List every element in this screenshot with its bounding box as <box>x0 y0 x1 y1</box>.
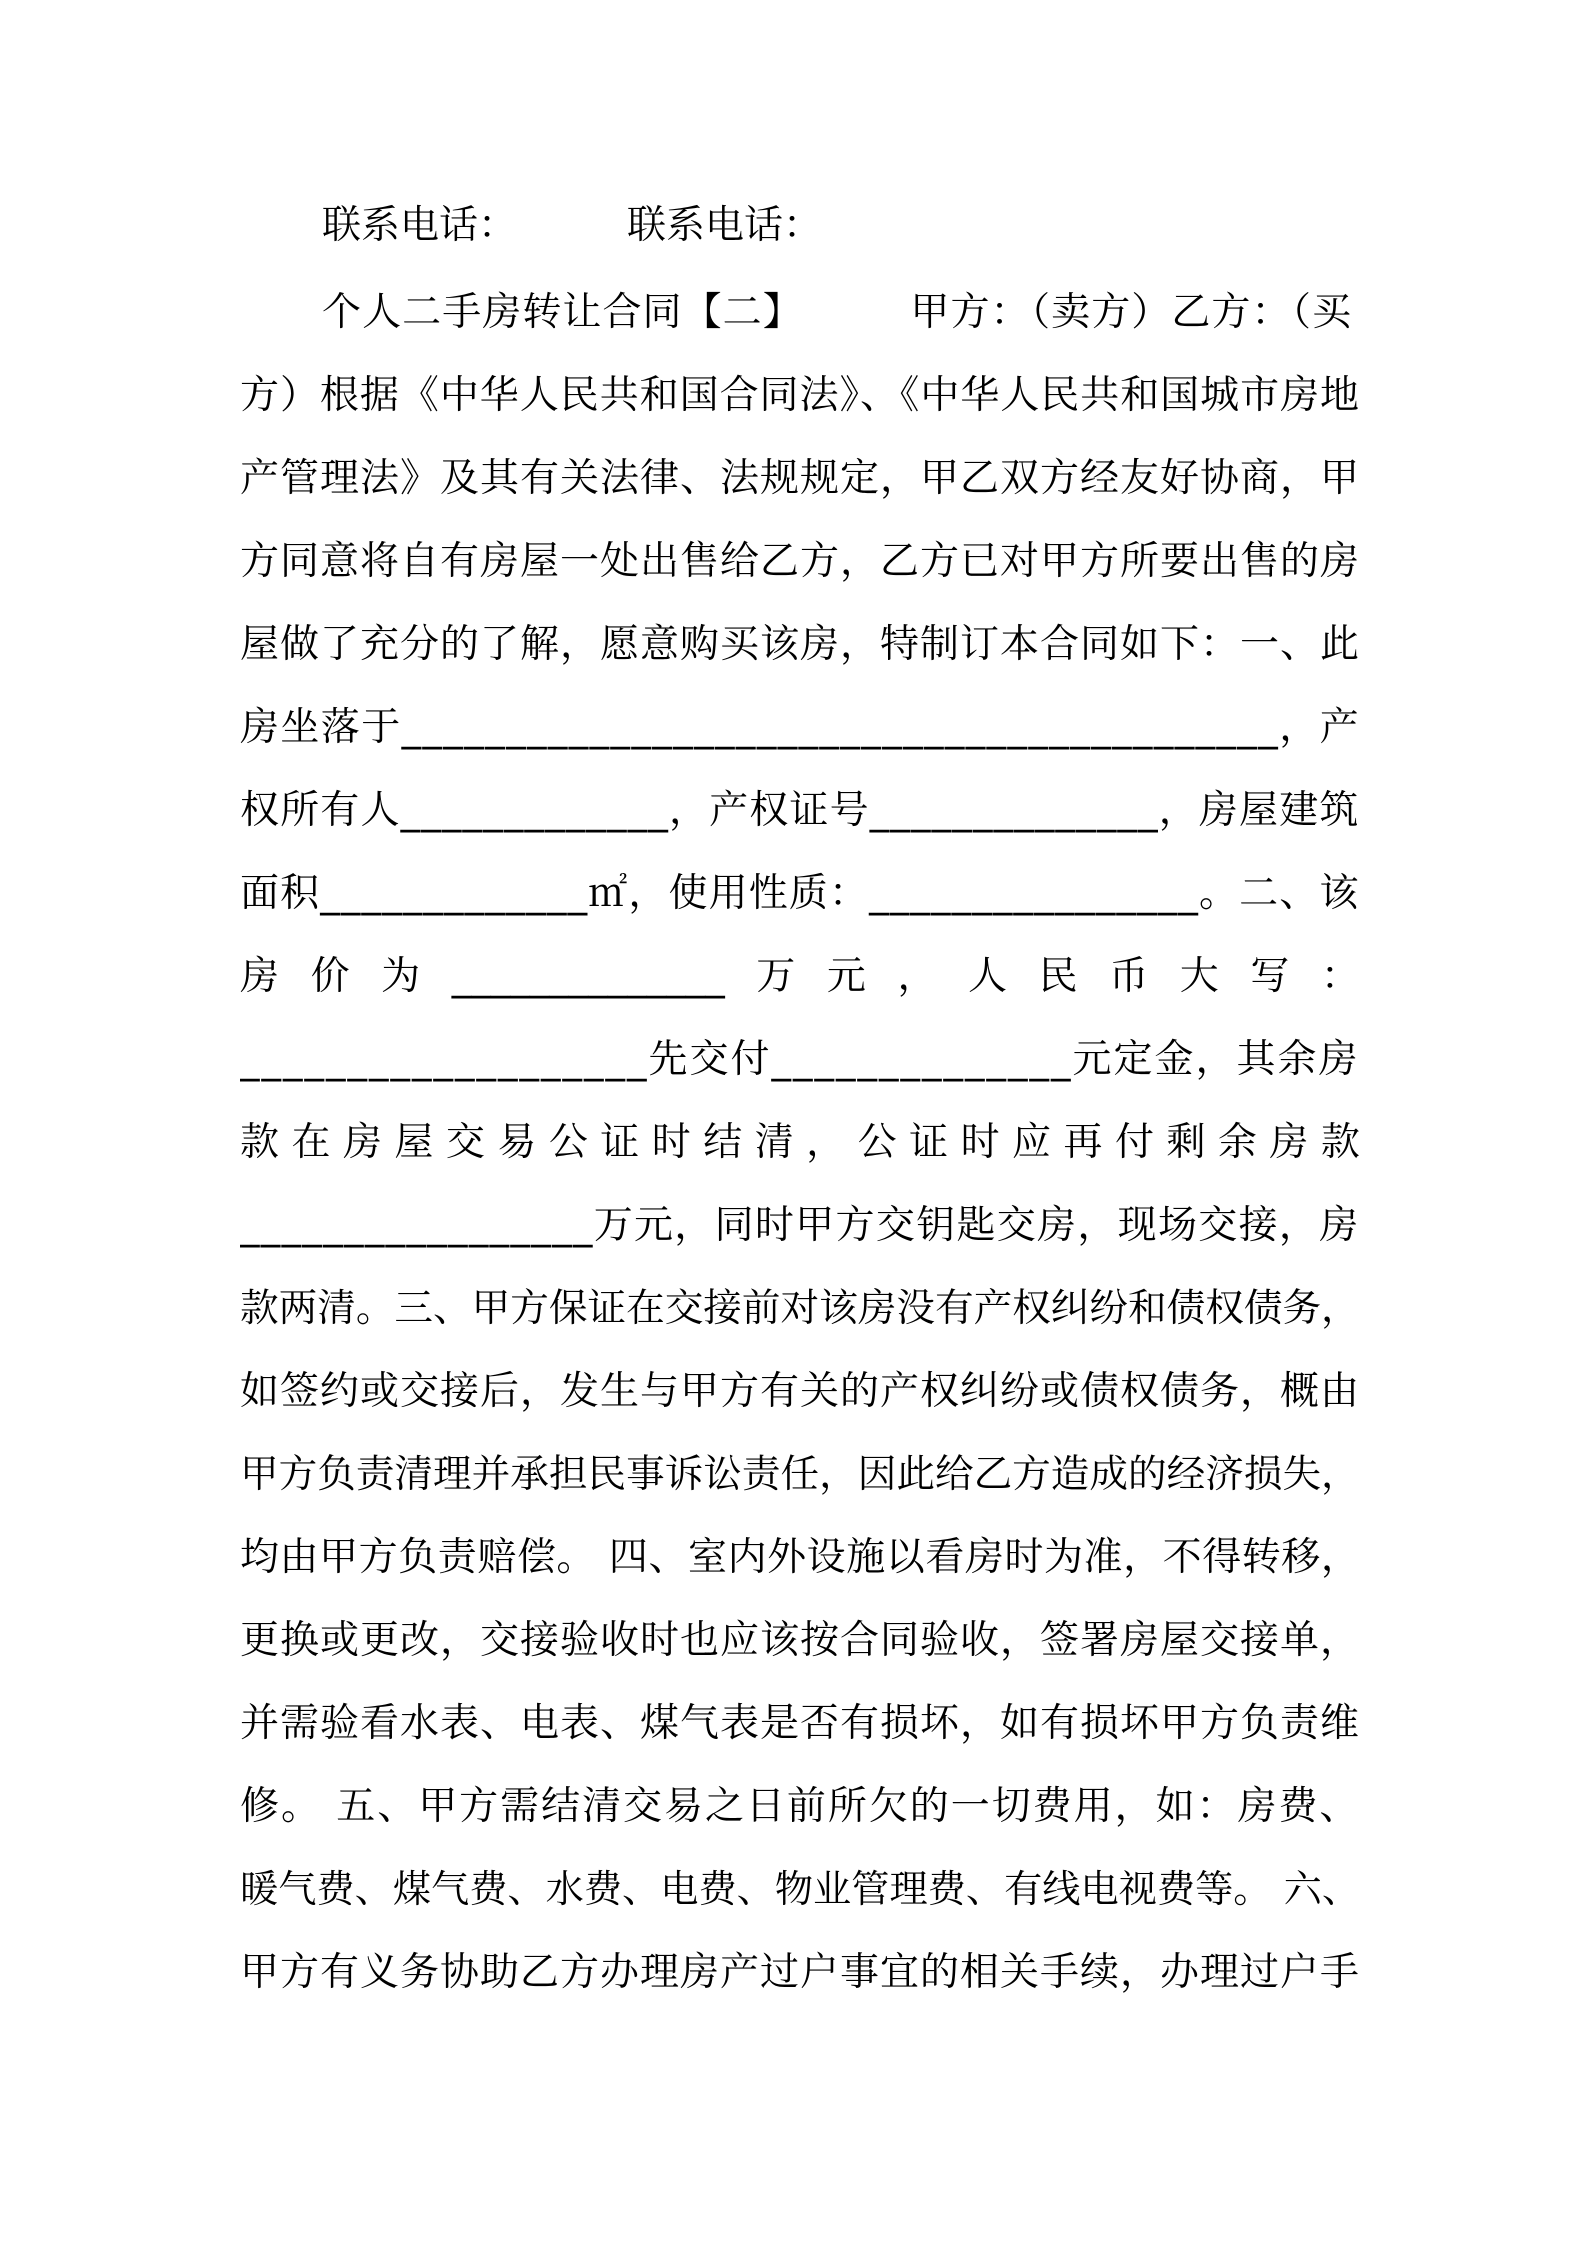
text-line: 面积_____________㎡，使用性质：________________。二、该 <box>240 871 1360 916</box>
char: 付 <box>1114 1120 1154 1165</box>
body-line-16 <box>240 1445 1360 1505</box>
text-line: 房坐落于__________________________________________，产 <box>240 705 1360 750</box>
char: ， <box>806 1120 846 1165</box>
text-line: ___________________先交付______________元定金，其余房 <box>240 1037 1360 1082</box>
body-line-13 <box>240 1196 1360 1256</box>
body-line-10 <box>240 947 1360 1007</box>
char: 剩 <box>1166 1120 1206 1165</box>
text-line: _________________万元，同时甲方交钥匙交房，现场交接，房 <box>240 1203 1360 1248</box>
char: 清 <box>754 1120 794 1165</box>
char: 屋 <box>394 1120 434 1165</box>
text-line: 方）根据《中华人民共和国合同法》、《中华人民共和国城市房地 <box>240 373 1360 418</box>
body-line-05 <box>240 532 1360 592</box>
body-line-14 <box>240 1279 1360 1339</box>
body-line-15 <box>240 1362 1360 1422</box>
char: 时 <box>651 1120 691 1165</box>
body-line-09 <box>240 864 1360 924</box>
text-line: 个人二手房转让合同【二】 甲方：（卖方）乙方：（买 <box>322 290 1352 335</box>
body-line-08 <box>240 781 1360 841</box>
body-line-17 <box>240 1528 1360 1588</box>
char: 时 <box>960 1120 1000 1165</box>
char: 币 <box>1109 954 1149 999</box>
body-line-19 <box>240 1694 1360 1754</box>
body-line-04 <box>240 449 1360 509</box>
body-line-22 <box>240 1943 1360 2003</box>
body-line-07 <box>240 698 1360 758</box>
char: 余 <box>1217 1120 1257 1165</box>
body-line-11 <box>240 1030 1360 1090</box>
text-line: 款两清。三、甲方保证在交接前对该房没有产权纠纷和债权债务， <box>240 1286 1360 1331</box>
char: 在 <box>291 1120 331 1165</box>
text-line: 方同意将自有房屋一处出售给乙方，乙方已对甲方所要出售的房 <box>240 539 1360 584</box>
text-line: 甲方有义务协助乙方办理房产过户事宜的相关手续，办理过户手 <box>240 1950 1360 1995</box>
text-line: 如签约或交接后，发生与甲方有关的产权纠纷或债权债务，概由 <box>240 1369 1360 1414</box>
body-line-20 <box>240 1777 1360 1837</box>
char: 公 <box>548 1120 588 1165</box>
char: 结 <box>703 1120 743 1165</box>
char: ， <box>897 954 937 999</box>
char: 公 <box>857 1120 897 1165</box>
char: 元 <box>826 954 866 999</box>
blank-field: ______________ <box>451 954 725 999</box>
char: 万 <box>756 954 796 999</box>
text-line: 修。 五、甲方需结清交易之日前所欠的一切费用，如：房费、 <box>240 1784 1360 1829</box>
body-line-21 <box>240 1860 1360 1920</box>
char: 房 <box>342 1120 382 1165</box>
text-line: 均由甲方负责赔偿。 四、室内外设施以看房时为准，不得转移， <box>240 1535 1360 1580</box>
char: ： <box>1320 954 1360 999</box>
text-line: 屋做了充分的了解，愿意购买该房，特制订本合同如下：一、此 <box>240 622 1360 667</box>
text-line: 暖气费、煤气费、水费、电费、物业管理费、有线电视费等。 六、 <box>240 1868 1360 1912</box>
char: 房 <box>240 954 280 999</box>
char: 证 <box>909 1120 949 1165</box>
char: 款 <box>1320 1120 1360 1165</box>
char: 大 <box>1179 954 1219 999</box>
contact-phone-label-b: 联系电话： <box>626 203 822 248</box>
char: 应 <box>1012 1120 1052 1165</box>
char: 易 <box>497 1120 537 1165</box>
text-line: 权所有人_____________，产权证号______________，房屋建筑 <box>240 788 1360 833</box>
text-line: 并需验看水表、电表、煤气表是否有损坏，如有损坏甲方负责维 <box>240 1701 1360 1746</box>
body-line-12 <box>240 1113 1360 1173</box>
text-line: 更换或更改，交接验收时也应该按合同验收，签署房屋交接单， <box>240 1618 1360 1663</box>
char: 交 <box>445 1120 485 1165</box>
char: 证 <box>600 1120 640 1165</box>
contact-phone-label-a: 联系电话： <box>322 203 518 248</box>
char: 为 <box>381 954 421 999</box>
text-line: 甲方负责清理并承担民事诉讼责任，因此给乙方造成的经济损失， <box>240 1452 1360 1497</box>
contact-phone-line <box>322 196 822 256</box>
body-line-03 <box>240 366 1360 426</box>
char: 房 <box>1269 1120 1309 1165</box>
body-line-06 <box>240 615 1360 675</box>
contract-title-line <box>322 283 1352 343</box>
char: 再 <box>1063 1120 1103 1165</box>
text-line: 产管理法》及其有关法律、法规规定，甲乙双方经友好协商，甲 <box>240 456 1360 501</box>
char: 价 <box>310 954 350 999</box>
char: 写 <box>1250 954 1290 999</box>
body-line-18 <box>240 1611 1360 1671</box>
char: 款 <box>240 1120 280 1165</box>
char: 民 <box>1038 954 1078 999</box>
char: 人 <box>968 954 1008 999</box>
